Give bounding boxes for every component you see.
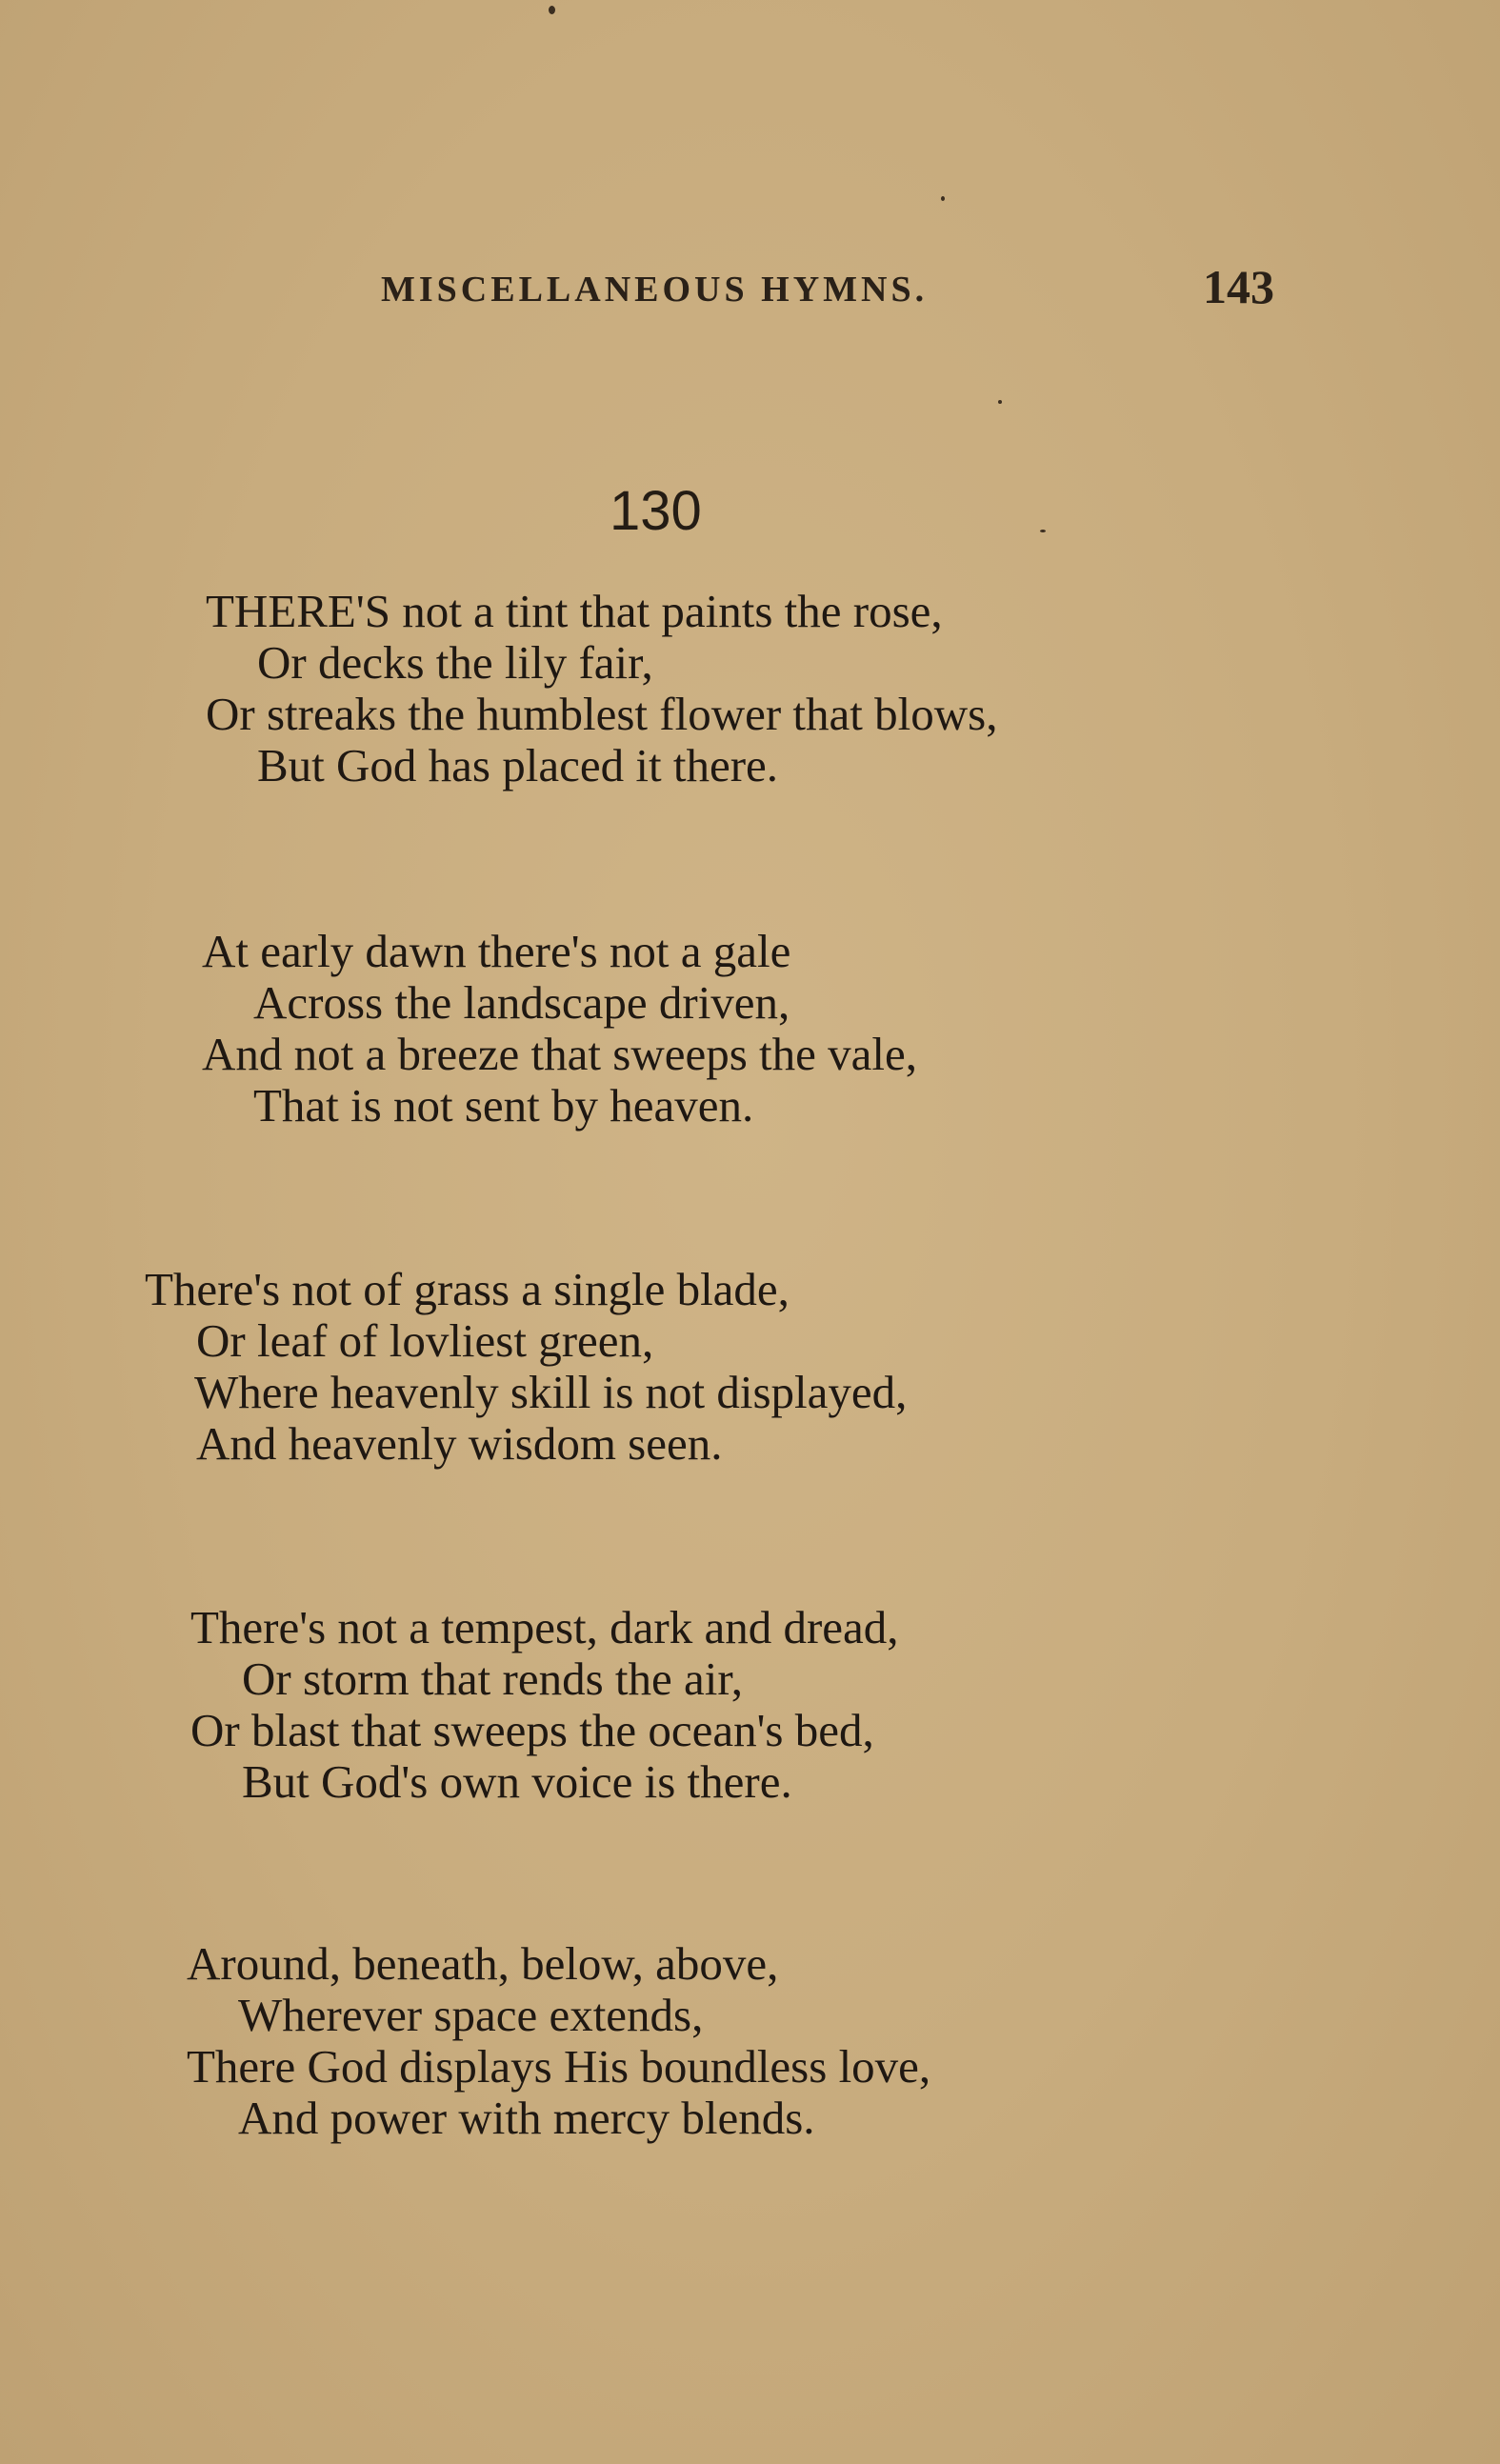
paper-speck bbox=[549, 6, 555, 14]
verse-line: Or leaf of lovliest green, bbox=[196, 1314, 654, 1367]
verse-line: Or blast that sweeps the ocean's bed, bbox=[190, 1704, 874, 1756]
verse-line: That is not sent by heaven. bbox=[253, 1079, 754, 1132]
paper-speck bbox=[941, 196, 945, 201]
stanza bbox=[145, 1264, 907, 1470]
stanza bbox=[187, 1938, 930, 2144]
verse-line: Wherever space extends, bbox=[238, 1989, 704, 2041]
running-head: MISCELLANEOUS HYMNS. bbox=[381, 270, 929, 310]
stanza bbox=[202, 926, 917, 1132]
verse-line: At early dawn there's not a gale bbox=[202, 925, 791, 977]
verse-line: And not a breeze that sweeps the vale, bbox=[202, 1028, 918, 1080]
verse-line: Or decks the lily fair, bbox=[257, 636, 653, 689]
paper-speck bbox=[1040, 530, 1046, 532]
verse-line: There God displays His boundless love, bbox=[187, 2040, 931, 2093]
verse-line: THERE'S not a tint that paints the rose, bbox=[206, 585, 943, 637]
verse-line: Where heavenly skill is not displayed, bbox=[194, 1366, 908, 1418]
verse-line: Or streaks the humblest flower that blows, bbox=[206, 688, 998, 740]
verse-line: Across the landscape driven, bbox=[253, 976, 790, 1029]
verse-line: Around, beneath, below, above, bbox=[187, 1937, 779, 1990]
stanza bbox=[206, 586, 997, 791]
stanza bbox=[190, 1602, 899, 1808]
verse-line: Or storm that rends the air, bbox=[242, 1653, 744, 1705]
verse-line: And heavenly wisdom seen. bbox=[196, 1417, 723, 1470]
hymn-number: 130 bbox=[610, 480, 702, 542]
verse-line: And power with mercy blends. bbox=[238, 2092, 815, 2144]
page-number: 143 bbox=[1203, 260, 1274, 313]
verse-line: There's not a tempest, dark and dread, bbox=[190, 1601, 899, 1653]
verse-line: But God has placed it there. bbox=[257, 739, 779, 791]
verse-line: There's not of grass a single blade, bbox=[145, 1263, 790, 1315]
paper-speck bbox=[998, 400, 1002, 404]
verse-line: But God's own voice is there. bbox=[242, 1755, 792, 1808]
